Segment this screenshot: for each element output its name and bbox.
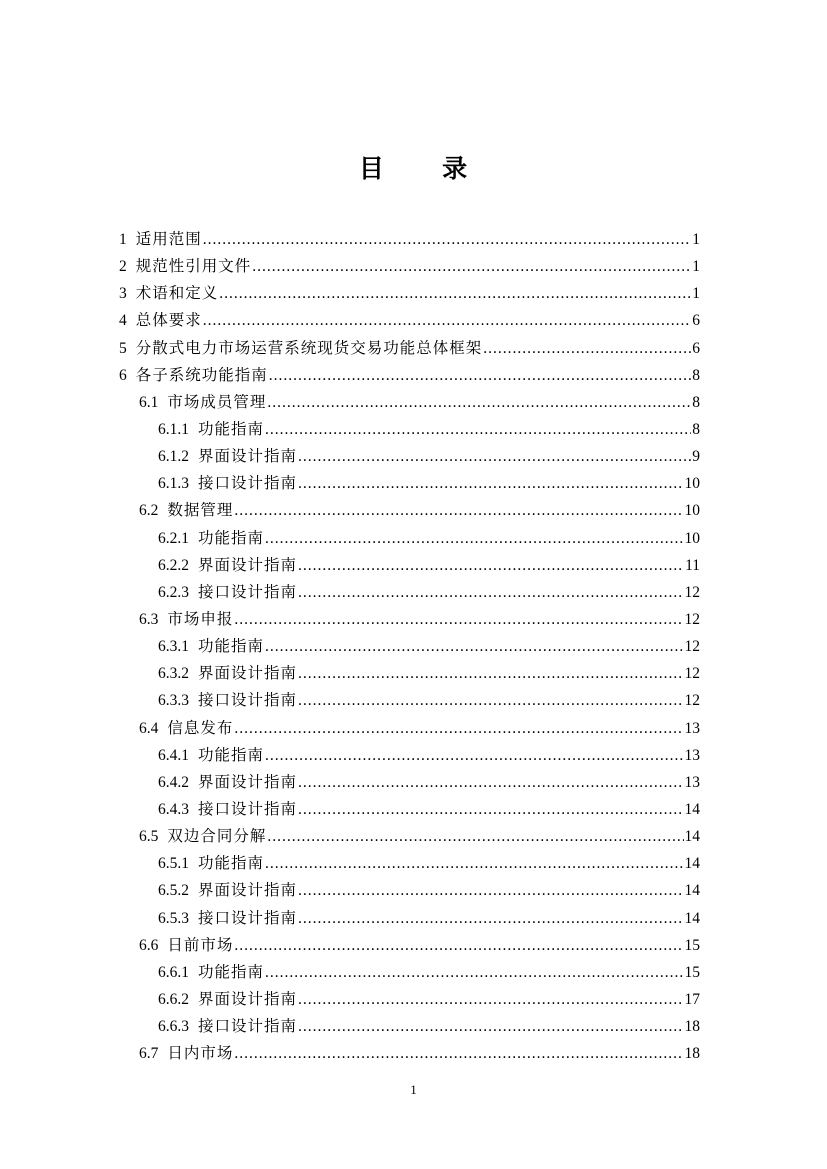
toc-entry-number: 6.4.3 — [158, 800, 189, 818]
toc-leader-dots — [219, 280, 691, 307]
toc-entry-number: 6.5.1 — [158, 855, 189, 873]
toc-entry-number: 6.5.3 — [158, 909, 189, 927]
toc-entry[interactable] — [119, 932, 700, 959]
toc-entry-title: 功能指南 — [198, 529, 265, 547]
toc-entry[interactable] — [119, 823, 700, 850]
toc-leader-dots — [298, 470, 683, 497]
toc-entry-number: 6.6 — [139, 936, 159, 954]
toc-leader-dots — [265, 850, 683, 877]
toc-entry[interactable] — [119, 959, 700, 986]
toc-entry-page: 9 — [692, 448, 700, 466]
toc-entry[interactable] — [119, 226, 700, 253]
toc-leader-dots — [298, 796, 683, 823]
toc-entry-title: 界面设计指南 — [198, 990, 298, 1008]
toc-leader-dots — [265, 416, 691, 443]
toc-entry-page: 13 — [684, 773, 700, 791]
toc-leader-dots — [298, 1013, 683, 1040]
toc-entry-title: 市场成员管理 — [167, 393, 267, 411]
toc-entry-page: 14 — [684, 855, 700, 873]
toc-entry-number: 6.4.2 — [158, 773, 189, 791]
toc-entry[interactable] — [119, 715, 700, 742]
toc-entry[interactable] — [119, 742, 700, 769]
page-number-footer: 1 — [410, 1082, 417, 1097]
toc-entry-number: 6.6.1 — [158, 963, 189, 981]
toc-entry-number: 6.3.3 — [158, 692, 189, 710]
toc-entry-page: 12 — [684, 583, 700, 601]
toc-entry[interactable] — [119, 769, 700, 796]
toc-entry-title: 日前市场 — [167, 936, 234, 954]
toc-entry[interactable] — [119, 660, 700, 687]
toc-leader-dots — [203, 307, 691, 334]
toc-entry[interactable] — [119, 470, 700, 497]
toc-leader-dots — [234, 1040, 683, 1067]
toc-entry[interactable] — [119, 416, 700, 443]
toc-entry-number: 2 — [119, 258, 127, 276]
toc-entry-title: 功能指南 — [198, 638, 265, 656]
toc-leader-dots — [265, 525, 683, 552]
toc-entry-page: 17 — [684, 990, 700, 1008]
toc-entry-title: 功能指南 — [198, 420, 265, 438]
toc-entry-title: 接口设计指南 — [198, 583, 298, 601]
toc-entry-title: 功能指南 — [198, 963, 265, 981]
toc-entry-number: 6.2 — [139, 502, 159, 520]
toc-entry-page: 10 — [684, 529, 700, 547]
toc-leader-dots — [298, 660, 683, 687]
toc-leader-dots — [265, 633, 683, 660]
toc-entry-page: 14 — [684, 828, 700, 846]
toc-entry-title: 市场申报 — [167, 610, 234, 628]
toc-leader-dots — [298, 769, 683, 796]
toc-entry-title: 界面设计指南 — [198, 556, 298, 574]
toc-entry[interactable] — [119, 850, 700, 877]
toc-entry-number: 6.4 — [139, 719, 159, 737]
toc-entry[interactable] — [119, 1013, 700, 1040]
toc-entry-page: 11 — [685, 556, 700, 574]
toc-entry-page: 12 — [684, 665, 700, 683]
toc-entry-page: 15 — [684, 963, 700, 981]
toc-entry-page: 15 — [684, 936, 700, 954]
toc-leader-dots — [483, 335, 691, 362]
toc-entry-page: 14 — [684, 800, 700, 818]
toc-entry-title: 界面设计指南 — [198, 665, 298, 683]
toc-list — [119, 226, 700, 1067]
toc-entry[interactable] — [119, 307, 700, 334]
toc-entry-page: 14 — [684, 909, 700, 927]
toc-entry-title: 接口设计指南 — [198, 909, 298, 927]
toc-entry-page: 1 — [692, 285, 700, 303]
toc-leader-dots — [265, 959, 683, 986]
toc-entry-page: 1 — [692, 231, 700, 248]
toc-entry-title: 双边合同分解 — [167, 828, 267, 846]
toc-entry[interactable] — [119, 280, 700, 307]
toc-entry-page: 10 — [684, 502, 700, 520]
toc-entry[interactable] — [119, 687, 700, 714]
toc-entry-number: 3 — [119, 285, 127, 303]
toc-leader-dots — [267, 823, 683, 850]
toc-entry-number: 6.2.3 — [158, 583, 189, 601]
toc-entry-number: 6.3.1 — [158, 638, 189, 656]
toc-entry-title: 规范性引用文件 — [135, 258, 252, 276]
toc-entry-title: 数据管理 — [167, 502, 234, 520]
toc-entry-page: 12 — [684, 692, 700, 710]
toc-entry[interactable] — [119, 877, 700, 904]
toc-leader-dots — [298, 579, 683, 606]
toc-leader-dots — [298, 905, 683, 932]
toc-entry-page: 18 — [684, 1018, 700, 1036]
toc-entry-page: 1 — [692, 258, 700, 276]
toc-entry[interactable] — [119, 253, 700, 280]
toc-entry-number: 6.1 — [139, 393, 159, 411]
toc-entry-title: 界面设计指南 — [198, 773, 298, 791]
toc-entry-page: 18 — [684, 1045, 700, 1063]
toc-entry[interactable] — [119, 497, 700, 524]
toc-entry-page: 13 — [684, 746, 700, 764]
toc-leader-dots — [265, 742, 683, 769]
toc-entry[interactable] — [119, 362, 700, 389]
toc-entry[interactable] — [119, 552, 700, 579]
toc-entry[interactable] — [119, 986, 700, 1013]
toc-entry[interactable] — [119, 389, 700, 416]
toc-entry-title: 接口设计指南 — [198, 475, 298, 493]
toc-entry[interactable] — [119, 606, 700, 633]
toc-leader-dots — [234, 497, 683, 524]
toc-entry-page: 6 — [692, 312, 700, 330]
toc-entry-number: 6.7 — [139, 1045, 159, 1063]
toc-entry-number: 6.5 — [139, 828, 159, 846]
toc-entry-page: 6 — [692, 339, 700, 357]
toc-entry-title: 界面设计指南 — [198, 882, 298, 900]
toc-leader-dots — [298, 877, 683, 904]
toc-entry-page: 8 — [692, 366, 700, 384]
toc-entry-title: 接口设计指南 — [198, 692, 298, 710]
toc-leader-dots — [298, 687, 683, 714]
toc-leader-dots — [298, 552, 684, 579]
toc-entry-number: 6.2.1 — [158, 529, 189, 547]
toc-entry-page: 13 — [684, 719, 700, 737]
toc-entry-title: 功能指南 — [198, 855, 265, 873]
toc-entry-number: 6.1.3 — [158, 475, 189, 493]
toc-entry[interactable] — [119, 579, 700, 606]
toc-entry-page: 8 — [692, 420, 700, 438]
toc-entry-title: 信息发布 — [167, 719, 234, 737]
toc-leader-dots — [267, 389, 691, 416]
toc-entry-number: 6.5.2 — [158, 882, 189, 900]
toc-entry-number: 5 — [119, 339, 127, 357]
toc-entry-number: 6.1.1 — [158, 420, 189, 438]
toc-entry-page: 14 — [684, 882, 700, 900]
toc-entry-title: 界面设计指南 — [198, 448, 298, 466]
toc-leader-dots — [252, 253, 691, 280]
toc-entry[interactable] — [119, 443, 700, 470]
toc-entry-page: 12 — [684, 610, 700, 628]
doc-title: 目 录 — [358, 156, 469, 183]
toc-entry-number: 4 — [119, 312, 127, 330]
toc-entry-number: 6.6.3 — [158, 1018, 189, 1036]
toc-entry[interactable] — [119, 905, 700, 932]
toc-leader-dots — [234, 715, 683, 742]
toc-entry-number: 6.1.2 — [158, 448, 189, 466]
toc-entry-page: 12 — [684, 638, 700, 656]
toc-entry-title: 各子系统功能指南 — [135, 366, 268, 384]
toc-entry-title: 术语和定义 — [135, 285, 219, 303]
toc-entry[interactable] — [119, 796, 700, 823]
toc-leader-dots — [269, 362, 691, 389]
toc-entry-title: 日内市场 — [167, 1045, 234, 1063]
toc-leader-dots — [298, 443, 691, 470]
toc-entry-page: 10 — [684, 475, 700, 493]
toc-entry-number: 6.4.1 — [158, 746, 189, 764]
toc-entry-title: 功能指南 — [198, 746, 265, 764]
toc-entry[interactable] — [119, 1040, 700, 1067]
toc-entry-number: 6.2.2 — [158, 556, 189, 574]
toc-entry-title: 接口设计指南 — [198, 800, 298, 818]
toc-entry[interactable] — [119, 335, 700, 362]
toc-leader-dots — [234, 932, 683, 959]
toc-entry-number: 1 — [119, 231, 127, 248]
toc-entry[interactable] — [119, 633, 700, 660]
toc-entry-title: 适用范围 — [135, 231, 202, 248]
toc-entry-title: 分散式电力市场运营系统现货交易功能总体框架 — [135, 339, 483, 357]
toc-entry-page: 8 — [692, 393, 700, 411]
toc-entry-number: 6.3 — [139, 610, 159, 628]
toc-entry-number: 6 — [119, 366, 127, 384]
toc-leader-dots — [234, 606, 683, 633]
toc-leader-dots — [298, 986, 683, 1013]
toc-entry-title: 总体要求 — [135, 312, 202, 330]
toc-entry-number: 6.3.2 — [158, 665, 189, 683]
toc-entry-title: 接口设计指南 — [198, 1018, 298, 1036]
toc-leader-dots — [203, 226, 691, 253]
toc-entry-number: 6.6.2 — [158, 990, 189, 1008]
toc-entry[interactable] — [119, 525, 700, 552]
